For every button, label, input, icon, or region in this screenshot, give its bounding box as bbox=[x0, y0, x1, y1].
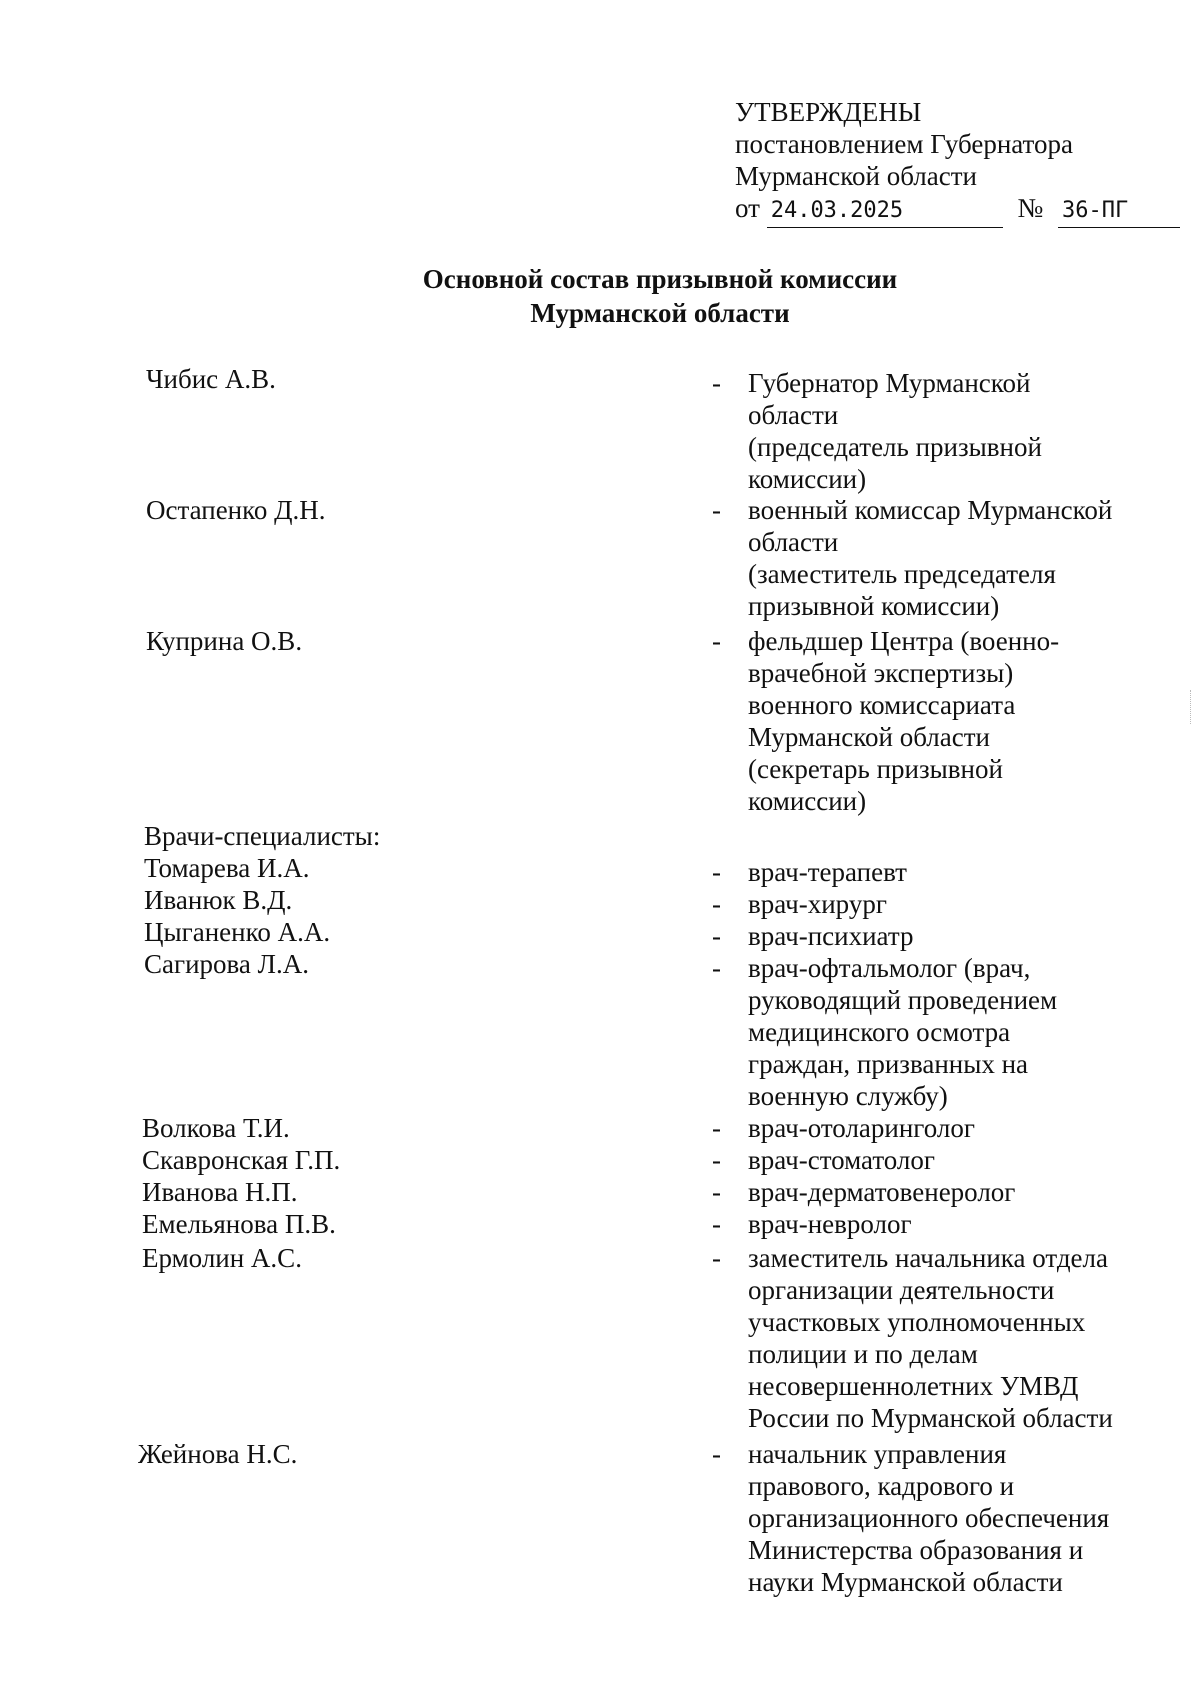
dash: - bbox=[712, 1113, 721, 1143]
scan-artifact bbox=[1190, 690, 1192, 724]
dash: - bbox=[712, 953, 721, 983]
role-line: медицинского осмотра bbox=[748, 1017, 1011, 1047]
approval-heading: УТВЕРЖДЕНЫ bbox=[735, 97, 922, 127]
role-line: комиссии) bbox=[748, 786, 867, 816]
role-line: военный комиссар Мурманской bbox=[748, 495, 1113, 525]
role-line: фельдшер Центра (военно- bbox=[748, 626, 1060, 656]
dash: - bbox=[712, 495, 721, 525]
role-line: военного комиссариата bbox=[748, 690, 1016, 720]
approval-number: 36-ПГ bbox=[1058, 195, 1180, 228]
role-line: врач-стоматолог bbox=[748, 1145, 935, 1175]
member-name: Томарева И.А. bbox=[144, 853, 310, 883]
title-line: Основной состав призывной комиссии bbox=[422, 264, 898, 294]
role-line: военную службу) bbox=[748, 1081, 948, 1111]
member-role bbox=[748, 625, 1168, 817]
member-name: Ермолин А.С. bbox=[142, 1243, 302, 1273]
role-line: (председатель призывной bbox=[748, 432, 1042, 462]
dash: - bbox=[712, 921, 721, 951]
approval-line: Мурманской области bbox=[735, 161, 977, 191]
member-name: Жейнова Н.С. bbox=[138, 1439, 298, 1469]
role-line: несовершеннолетних УМВД bbox=[748, 1371, 1079, 1401]
member-role bbox=[748, 494, 1168, 622]
member-role bbox=[748, 1112, 1168, 1144]
role-line: призывной комиссии) bbox=[748, 591, 1000, 621]
member-name: Емельянова П.В. bbox=[142, 1209, 336, 1239]
member-name: Остапенко Д.Н. bbox=[146, 495, 326, 525]
role-line: правового, кадрового и bbox=[748, 1471, 1015, 1501]
role-line: организации деятельности bbox=[748, 1275, 1055, 1305]
role-line: (заместитель председателя bbox=[748, 559, 1056, 589]
role-line: руководящий проведением bbox=[748, 985, 1058, 1015]
dash: - bbox=[712, 1209, 721, 1239]
approval-block bbox=[735, 96, 1180, 228]
role-line: заместитель начальника отдела bbox=[748, 1243, 1108, 1273]
role-line: врач-отоларинголог bbox=[748, 1113, 975, 1143]
role-line: врач-дерматовенеролог bbox=[748, 1177, 1016, 1207]
role-line: Мурманской области bbox=[748, 722, 990, 752]
dash: - bbox=[712, 1177, 721, 1207]
member-role bbox=[748, 367, 1168, 495]
member-role bbox=[748, 1144, 1168, 1176]
role-line: организационного обеспечения bbox=[748, 1503, 1110, 1533]
member-name: Скавронская Г.П. bbox=[142, 1145, 341, 1175]
member-name: Иванова Н.П. bbox=[142, 1177, 298, 1207]
document-title bbox=[0, 262, 1200, 330]
role-line: врач-хирург bbox=[748, 889, 887, 919]
member-role bbox=[748, 952, 1168, 1112]
role-line: комиссии) bbox=[748, 464, 867, 494]
member-role bbox=[748, 1208, 1168, 1240]
dash: - bbox=[712, 368, 721, 398]
role-line: врач-невролог bbox=[748, 1209, 912, 1239]
role-line: начальник управления bbox=[748, 1439, 1007, 1469]
role-line: (секретарь призывной bbox=[748, 754, 1003, 784]
role-line: области bbox=[748, 527, 839, 557]
member-role bbox=[748, 920, 1168, 952]
member-role bbox=[748, 1438, 1168, 1598]
role-line: полиции и по делам bbox=[748, 1339, 978, 1369]
dash: - bbox=[712, 857, 721, 887]
role-line: граждан, призванных на bbox=[748, 1049, 1029, 1079]
member-name: Иванюк В.Д. bbox=[144, 885, 293, 915]
member-name: Сагирова Л.А. bbox=[144, 949, 309, 979]
role-line: науки Мурманской области bbox=[748, 1567, 1063, 1597]
role-line: Губернатор Мурманской bbox=[748, 368, 1031, 398]
role-line: участковых уполномоченных bbox=[748, 1307, 1086, 1337]
role-line: врач-терапевт bbox=[748, 857, 907, 887]
member-name: Куприна О.В. bbox=[146, 626, 303, 656]
dash: - bbox=[712, 1243, 721, 1273]
member-role bbox=[748, 1242, 1168, 1434]
date-prefix: от bbox=[735, 193, 760, 223]
member-name: Волкова Т.И. bbox=[142, 1113, 290, 1143]
dash: - bbox=[712, 1145, 721, 1175]
role-line: врач-офтальмолог (врач, bbox=[748, 953, 1031, 983]
member-role bbox=[748, 888, 1168, 920]
member-name: Чибис А.В. bbox=[146, 364, 276, 394]
approval-date-line bbox=[735, 192, 1180, 228]
role-line: России по Мурманской области bbox=[748, 1403, 1113, 1433]
role-line: Министерства образования и bbox=[748, 1535, 1084, 1565]
approval-line: постановлением Губернатора bbox=[735, 129, 1073, 159]
dash: - bbox=[712, 626, 721, 656]
member-name: Цыганенко А.А. bbox=[144, 917, 331, 947]
specialists-heading: Врачи-специалисты: bbox=[144, 821, 381, 851]
role-line: врач-психиатр bbox=[748, 921, 914, 951]
approval-date: 24.03.2025 bbox=[767, 195, 1003, 228]
member-role bbox=[748, 856, 1168, 888]
title-line: Мурманской области bbox=[530, 298, 790, 328]
number-prefix: № bbox=[1017, 193, 1044, 223]
role-line: области bbox=[748, 400, 839, 430]
role-line: врачебной экспертизы) bbox=[748, 658, 1014, 688]
dash: - bbox=[712, 1439, 721, 1469]
dash: - bbox=[712, 889, 721, 919]
member-role bbox=[748, 1176, 1168, 1208]
